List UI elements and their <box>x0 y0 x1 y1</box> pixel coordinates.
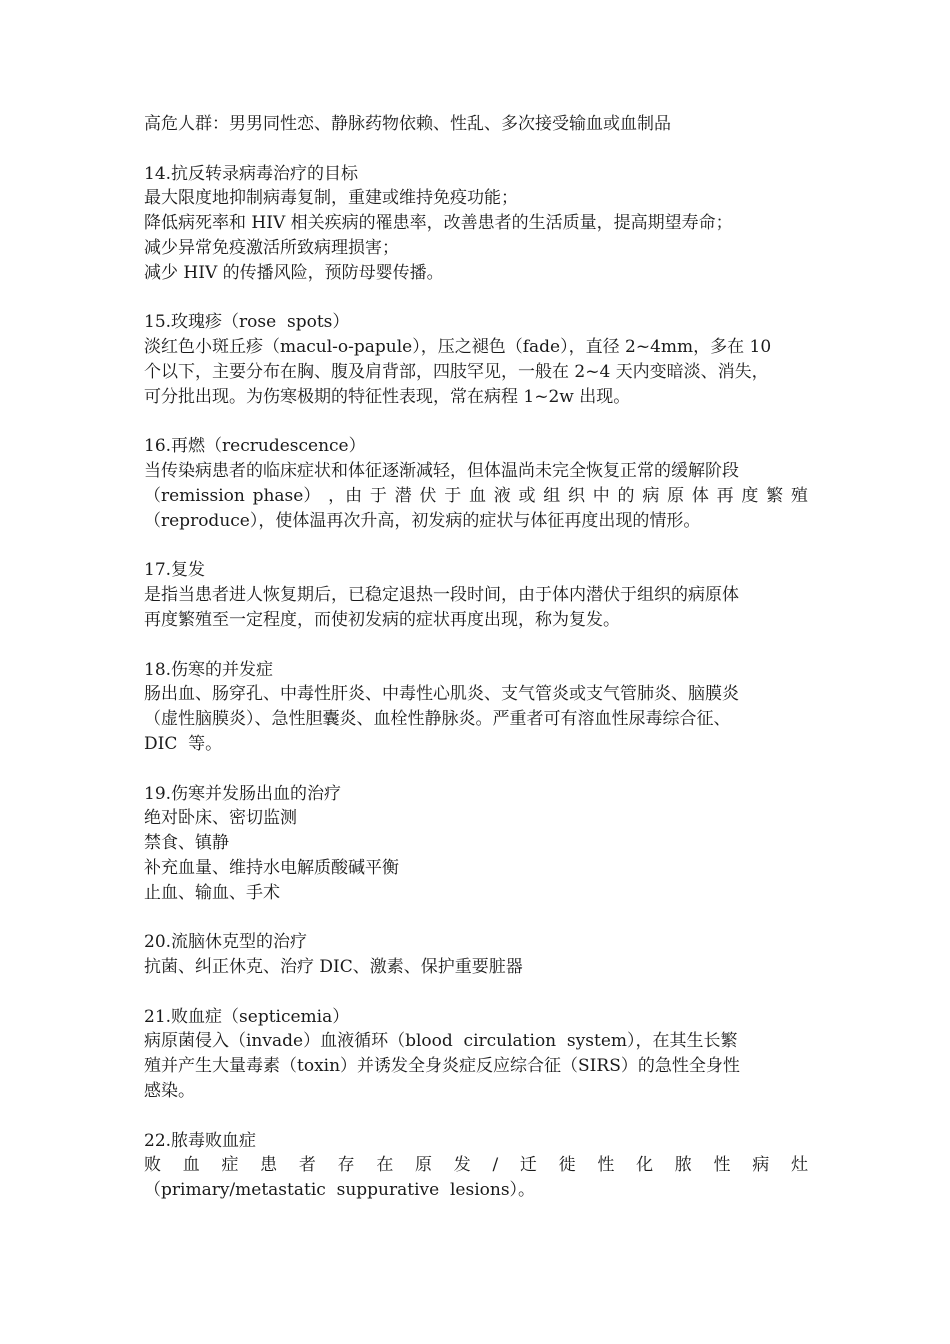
justified-word: （remission <box>144 485 245 506</box>
section-17-line: 再度繁殖至一定程度，而使初发病的症状再度出现，称为复发。 <box>144 609 620 630</box>
section-15-line: 淡红色小斑丘疹（macul-o-papule），压之褪色（fade），直径 2~4mm，多在 10 <box>144 337 772 358</box>
justified-char: 血 <box>182 1155 200 1176</box>
section-20-line: 抗菌、纠正休克、治疗 DIC、激素、保护重要脏器 <box>144 957 523 978</box>
justified-char: 灶 <box>790 1155 808 1176</box>
justified-word: 血 <box>468 485 486 506</box>
section-22-justified-line <box>144 1153 808 1178</box>
justified-word: 度 <box>741 485 759 506</box>
justified-word: 的 <box>617 485 635 506</box>
justified-word: 潜 <box>394 485 412 506</box>
section-19-line: 禁食、镇静 <box>144 833 229 854</box>
section-15-line: 可分批出现。为伤寒极期的特征性表现，常在病程 1~2w 出现。 <box>144 386 631 407</box>
section-21-line: 病原菌侵入（invade）血液循环（blood circulation system），在其生长繁 <box>144 1031 738 1052</box>
justified-word: 病 <box>642 485 660 506</box>
justified-word: 于 <box>444 485 462 506</box>
spacer <box>144 980 808 1005</box>
section-14-line: 最大限度地抑制病毒复制，重建或维持免疫功能； <box>144 188 518 209</box>
justified-char: 存 <box>337 1155 355 1176</box>
justified-char: 症 <box>221 1155 239 1176</box>
justified-char: 败 <box>144 1155 161 1176</box>
justified-char: 者 <box>298 1155 316 1176</box>
justified-word: 伏 <box>419 485 437 506</box>
spacer <box>144 534 808 559</box>
justified-word: phase） <box>252 485 321 506</box>
section-21-line: 感染。 <box>144 1081 195 1102</box>
section-16-justified-line <box>144 484 808 509</box>
justified-char: 原 <box>415 1155 433 1176</box>
spacer <box>144 137 808 162</box>
justified-word: 再 <box>716 485 734 506</box>
spacer <box>144 286 808 311</box>
section-14-title: 14.抗反转录病毒治疗的目标 <box>144 163 359 184</box>
justified-char: 在 <box>376 1155 394 1176</box>
section-19-line: 绝对卧床、密切监测 <box>144 808 297 829</box>
section-19-line: 补充血量、维持水电解质酸碱平衡 <box>144 857 399 878</box>
justified-word: 繁 <box>766 485 784 506</box>
section-18-line: （虚性脑膜炎）、急性胆囊炎、血栓性静脉炎。严重者可有溶血性尿毒综合征、 <box>144 709 731 730</box>
justified-char: 化 <box>636 1155 654 1176</box>
section-15-line: 个以下，主要分布在胸、腹及肩背部，四肢罕见，一般在 2~4 天内变暗淡、消失， <box>144 361 769 382</box>
intro-text: 高危人群：男男同性恋、静脉药物依赖、性乱、多次接受输血或血制品 <box>144 114 671 134</box>
justified-char: 患 <box>260 1155 278 1176</box>
justified-word: 液 <box>493 485 511 506</box>
justified-char: 徙 <box>558 1155 576 1176</box>
section-18-title: 18.伤寒的并发症 <box>144 659 274 680</box>
justified-word: ，由 <box>328 485 363 506</box>
section-16-line: 当传染病患者的临床症状和体征逐渐减轻，但体温尚未完全恢复正常的缓解阶段 <box>144 461 739 482</box>
section-15-title: 15.玫瑰疹（rose spots） <box>144 312 350 333</box>
justified-word: 或 <box>518 485 536 506</box>
section-19-title: 19.伤寒并发肠出血的治疗 <box>144 783 342 804</box>
section-18-line: 肠出血、肠穿孔、中毒性肝炎、中毒性心肌炎、支气管炎或支气管肺炎、脑膜炎 <box>144 684 739 705</box>
section-14-line: 降低病死率和 HIV 相关疾病的罹患率，改善患者的生活质量，提高期望寿命； <box>144 213 733 234</box>
justified-word: 体 <box>691 485 709 506</box>
section-18-line: DIC 等。 <box>144 733 223 754</box>
justified-word: 于 <box>369 485 387 506</box>
section-22-title: 22.脓毒败血症 <box>144 1130 257 1151</box>
justified-word: 原 <box>667 485 685 506</box>
section-17-title: 17.复发 <box>144 560 206 581</box>
document-page <box>144 112 808 1203</box>
spacer <box>144 1104 808 1129</box>
section-17-line: 是指当患者进人恢复期后，已稳定退热一段时间，由于体内潜伏于组织的病原体 <box>144 585 739 606</box>
section-21-title: 21.败血症（septicemia） <box>144 1006 350 1027</box>
section-14-line: 减少异常免疫激活所致病理损害； <box>144 237 399 258</box>
section-19-line: 止血、输血、手术 <box>144 882 280 903</box>
justified-word: 殖 <box>790 485 808 506</box>
section-14-line: 减少 HIV 的传播风险，预防母婴传播。 <box>144 262 444 283</box>
justified-word: 中 <box>592 485 610 506</box>
spacer <box>144 757 808 782</box>
justified-word: 织 <box>568 485 586 506</box>
justified-char: 迁 <box>519 1155 537 1176</box>
spacer <box>144 633 808 658</box>
spacer <box>144 410 808 435</box>
section-16-title: 16.再燃（recrudescence） <box>144 436 366 457</box>
section-20-title: 20.流脑休克型的治疗 <box>144 932 308 953</box>
justified-char: 病 <box>752 1155 770 1176</box>
justified-char: 性 <box>597 1155 615 1176</box>
section-16-line: （reproduce），使体温再次升高，初发病的症状与体征再度出现的情形。 <box>144 510 701 531</box>
justified-char: 发 <box>453 1155 471 1176</box>
justified-char: 脓 <box>674 1155 692 1176</box>
justified-word: 组 <box>543 485 561 506</box>
section-21-line: 殖并产生大量毒素（toxin）并诱发全身炎症反应综合征（SIRS）的急性全身性 <box>144 1056 740 1077</box>
section-22-line: （primary/metastatic suppurative lesions）。 <box>144 1180 536 1201</box>
justified-char: / <box>492 1155 499 1176</box>
spacer <box>144 906 808 931</box>
justified-char: 性 <box>713 1155 731 1176</box>
